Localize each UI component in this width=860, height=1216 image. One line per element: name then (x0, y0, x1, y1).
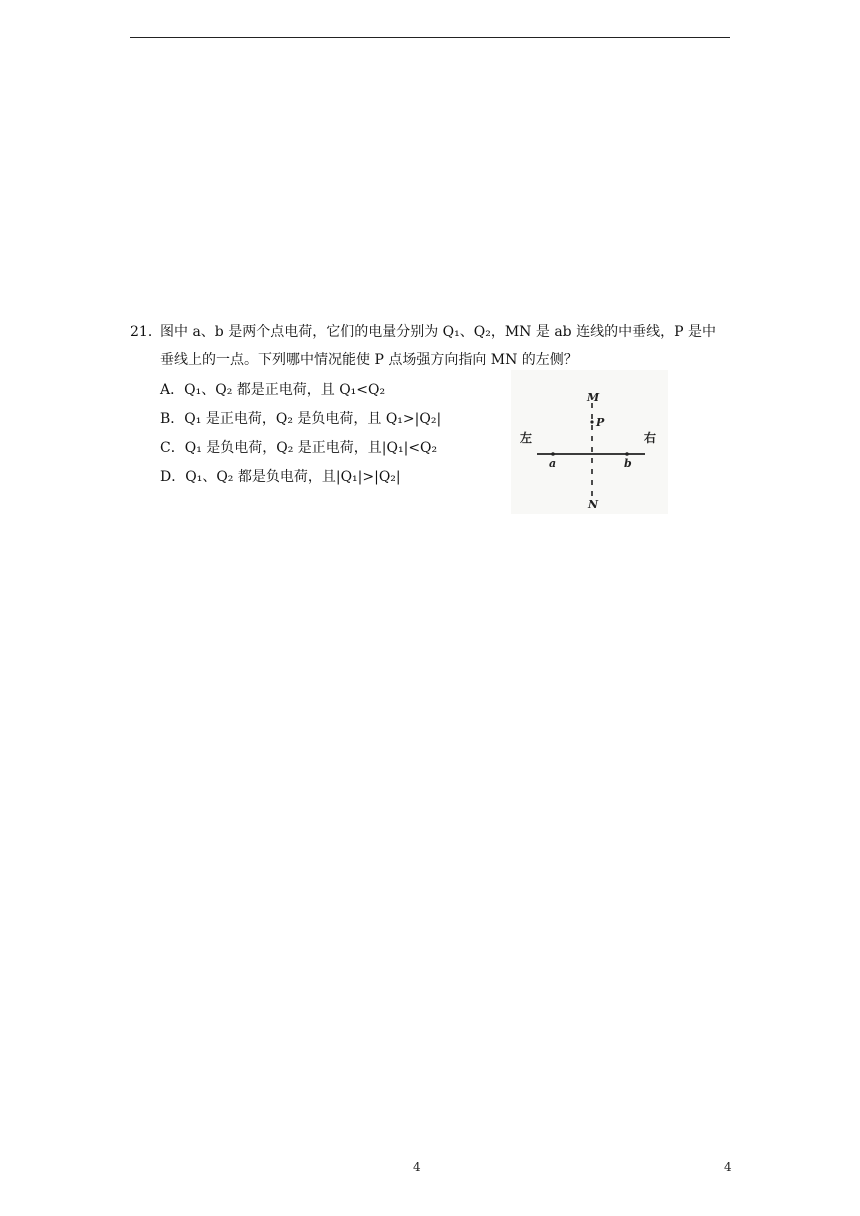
charge-a-dot (551, 452, 555, 456)
option-c-text: Q₁ 是负电荷，Q₂ 是正电荷，且|Q₁|<Q₂ (184, 440, 438, 456)
point-p-dot (590, 420, 593, 423)
question-stem-line-2: 垂线上的一点。下列哪中情况能使 P 点场强方向指向 MN 的左侧？ (160, 352, 578, 368)
label-p: P (596, 416, 605, 429)
header-rule (130, 37, 730, 38)
page-number-right: 4 (724, 1160, 732, 1174)
label-a: a (549, 457, 557, 470)
option-a (160, 380, 385, 400)
option-d (160, 467, 401, 487)
option-d-label: D． (160, 469, 186, 485)
question-number: 21． (130, 324, 162, 340)
option-a-label: A． (160, 382, 185, 398)
label-left: 左 (520, 431, 533, 445)
option-c (160, 438, 437, 458)
option-a-text: Q₁、Q₂ 都是正电荷，且 Q₁<Q₂ (184, 382, 386, 398)
charge-diagram (511, 370, 668, 514)
label-right: 右 (644, 431, 657, 445)
label-n: N (588, 498, 599, 511)
page-number-center: 4 (413, 1160, 421, 1174)
option-c-label: C． (160, 440, 185, 456)
option-b-label: B． (160, 411, 185, 427)
option-d-text: Q₁、Q₂ 都是负电荷，且|Q₁|>|Q₂| (185, 469, 401, 485)
question-stem-line-1: 图中 a、b 是两个点电荷，它们的电量分别为 Q₁、Q₂，MN 是 ab 连线的中垂线，P 是中 (160, 324, 716, 340)
label-b: b (624, 457, 632, 470)
charge-b-dot (625, 452, 629, 456)
option-b (160, 409, 441, 429)
option-b-text: Q₁ 是正电荷，Q₂ 是负电荷，且 Q₁>|Q₂| (184, 411, 442, 427)
label-m: M (587, 391, 600, 404)
